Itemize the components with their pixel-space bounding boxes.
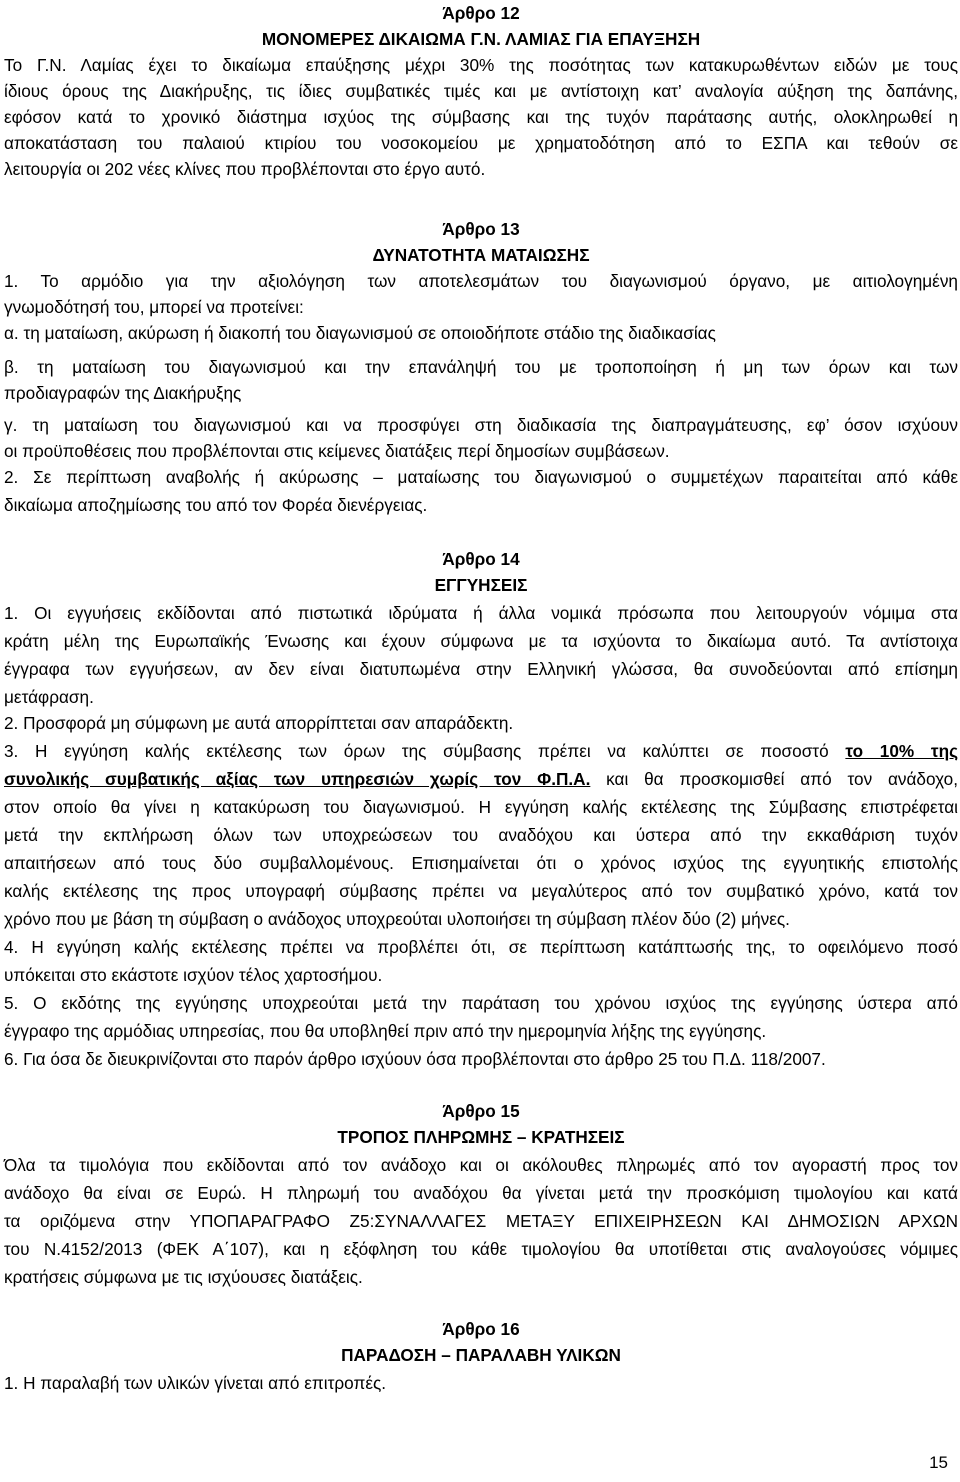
- article-14-line: κράτη μέλη της Ευρωπαϊκής Ένωσης και έχουν σύμφωνα με τα ισχύοντα το δικαίωμα αυτό. Τα αντίστοιχα: [4, 631, 958, 651]
- article-14-line: 5. Ο εκδότης της εγγύησης υποχρεούται μετά την παράταση του χρόνου ισχύος της εγγύησης ύστερα από: [4, 993, 958, 1013]
- article-13-line: προδιαγραφών της Διακήρυξης: [4, 383, 242, 403]
- article-16-heading: Άρθρο 16: [442, 1319, 520, 1339]
- article-13-line: 2. Σε περίπτωση αναβολής ή ακύρωσης – ματαίωσης του διαγωνισμού ο συμμετέχων παραιτείται από κάθε: [4, 467, 958, 487]
- article-14-line: 6. Για όσα δε διευκρινίζονται στο παρόν άρθρο ισχύουν όσα προβλέπονται στο άρθρο 25 του Π.Δ. 118/2007.: [4, 1049, 826, 1069]
- article-15-line: κρατήσεις σύμφωνα με τις ισχύουσες διατάξεις.: [4, 1267, 363, 1287]
- article-13-line: α. τη ματαίωση, ακύρωση ή διακοπή του διαγωνισμού σε οποιοδήποτε στάδιο της διαδικασίας: [4, 323, 716, 343]
- article-14-title: ΕΓΓΥΗΣΕΙΣ: [434, 575, 528, 595]
- article-14-line: μετάφραση.: [4, 687, 94, 707]
- article-14-heading: Άρθρο 14: [442, 549, 520, 569]
- article-14-line: χρόνο που με βάση τη σύμβαση ο ανάδοχος υποχρεούται υλοποιήσει τη σύμβαση πλέον δύο (2) μήνες.: [4, 909, 790, 929]
- article-14-line: καλής εκτέλεσης της προς υπογραφή σύμβασης πρέπει να μεγαλύτερος από τον συμβατικό χρόνο, κατά τον: [4, 881, 958, 901]
- article-13-line: δικαίωμα αποζημίωσης του από τον Φορέα διενέργειας.: [4, 495, 428, 515]
- article-14-paragraph-3-line-2: [4, 766, 958, 792]
- article-14-line: 4. Η εγγύηση καλής εκτέλεσης πρέπει να προβλέπει ότι, σε περίπτωση κατάπτωσής της, το οφειλόμενο ποσό: [4, 937, 958, 957]
- article-15-line: ανάδοχο θα είναι σε Ευρώ. Η πληρωμή του αναδόχου θα γίνεται μετά την προσκόμιση τιμολογίου και κατά: [4, 1183, 958, 1203]
- article-16-title: ΠΑΡΑΔΟΣΗ – ΠΑΡΑΛΑΒΗ ΥΛΙΚΩΝ: [341, 1345, 621, 1365]
- article-14-line: μετά την εκπλήρωση όλων των υποχρεώσεων του αναδόχου και ύστερα από την εκκαθάριση τυχόν: [4, 825, 958, 845]
- article-14-line: έγγραφα των εγγυήσεων, αν δεν είναι διατυπωμένα στην Ελληνική γλώσσα, θα συνοδεύονται από επίσημη: [4, 659, 958, 679]
- article-14-line: απαιτήσεων από τους δύο συμβαλλομένους. Επισημαίνεται ότι ο χρόνος ισχύος της εγγυητικής επιστολής: [4, 853, 958, 873]
- article-14-line: υπόκειται στο εκάστοτε ισχύον τέλος χαρτοσήμου.: [4, 965, 383, 985]
- page-number: 15: [929, 1453, 948, 1472]
- article-15-title: ΤΡΟΠΟΣ ΠΛΗΡΩΜΗΣ – ΚΡΑΤΗΣΕΙΣ: [337, 1127, 625, 1147]
- paragraph-3-start-text: 3. Η εγγύηση καλής εκτέλεσης των όρων της σύμβασης πρέπει να καλύπτει σε ποσοστό: [4, 741, 846, 761]
- article-14-line: έγγραφο της αρμόδιας υπηρεσίας, που θα υποβληθεί πριν από την ημερομηνία λήξης της εγγύησης.: [4, 1021, 767, 1041]
- article-12-line: αποκατάσταση του παλαιού κτιρίου του νοσοκομείου με χρηματοδότηση από το ΕΣΠΑ και τεθούν σε: [4, 133, 958, 153]
- contract-value-emphasis: συνολικής συμβατικής αξίας των υπηρεσιών χωρίς τον Φ.Π.Α.: [4, 769, 591, 789]
- article-15-line: τα οριζόμενα στην ΥΠΟΠΑΡΑΓΡΑΦΟ Ζ5:ΣΥΝΑΛΛΑΓΕΣ ΜΕΤΑΞΥ ΕΠΙΧΕΙΡΗΣΕΩΝ ΚΑΙ ΔΗΜΟΣΙΩΝ ΑΡΧΩΝ: [4, 1211, 958, 1231]
- article-15-heading: Άρθρο 15: [442, 1101, 520, 1121]
- article-14-paragraph-3-line-1: [4, 738, 958, 764]
- article-12-line: λειτουργία οι 202 νέες κλίνες που προβλέπονται στο έργο αυτό.: [4, 159, 486, 179]
- article-13-line: 1. Το αρμόδιο για την αξιολόγηση των αποτελεσμάτων του διαγωνισμού όργανο, με αιτιολογημένη: [4, 271, 958, 291]
- article-13-line: γ. τη ματαίωση του διαγωνισμού και να προσφύγει στη διαδικασία της διαπραγμάτευσης, εφ’ όσον ισχύουν: [4, 415, 958, 435]
- article-13-heading: Άρθρο 13: [442, 219, 520, 239]
- article-12-heading: Άρθρο 12: [442, 3, 520, 23]
- article-14-line: 2. Προσφορά μη σύμφωνη με αυτά απορρίπτεται σαν απαράδεκτη.: [4, 713, 514, 733]
- article-15-line: Όλα τα τιμολόγια που εκδίδονται από τον ανάδοχο και οι ακόλουθες πληρωμές από τον αγοραστή προς τον: [4, 1155, 958, 1175]
- article-12-line: Το Γ.Ν. Λαμίας έχει το δικαίωμα επαύξησης μέχρι 30% της ποσότητας των κατακυρωθέντων ειδών με τους: [4, 55, 958, 75]
- article-14-line: 1. Οι εγγυήσεις εκδίδονται από πιστωτικά ιδρύματα ή άλλα νομικά πρόσωπα που λειτουργούν νόμιμα στα: [4, 603, 958, 623]
- article-14-line: στον οποίο θα γίνει η κατακύρωση του διαγωνισμού. Η εγγύηση καλής εκτέλεσης της Σύμβασης επιστρέφεται: [4, 797, 958, 817]
- guarantee-percentage-emphasis: το 10% της: [845, 741, 959, 761]
- article-12-title: ΜΟΝΟΜΕΡΕΣ ΔΙΚΑΙΩΜΑ Γ.Ν. ΛΑΜΙΑΣ ΓΙΑ ΕΠΑΥΞΗΣΗ: [261, 29, 701, 49]
- paragraph-3-rest-text: και θα προσκομισθεί από τον ανάδοχο,: [590, 769, 958, 789]
- article-16-line: 1. Η παραλαβή των υλικών γίνεται από επιτροπές.: [4, 1373, 387, 1393]
- article-13-line: οι προϋποθέσεις που προβλέπονται στις κείμενες διατάξεις περί δημοσίων συμβάσεων.: [4, 441, 670, 461]
- article-12-line: εφόσον κατά το χρονικό διάστημα ισχύος της σύμβασης και της τυχόν παράτασης αυτής, ολοκληρωθεί η: [4, 107, 958, 127]
- article-12-line: ίδιους όρους της Διακήρυξης, τις ίδιες συμβατικές τιμές και με αντίστοιχη κατ’ αναλογία αύξηση της δαπάνης,: [4, 81, 958, 101]
- article-13-line: β. τη ματαίωση του διαγωνισμού και την επανάληψή του με τροποποίηση ή μη των όρων και των: [4, 357, 958, 377]
- article-13-line: γνωμοδότησή του, μπορεί να προτείνει:: [4, 297, 304, 317]
- article-15-line: του Ν.4152/2013 (ΦΕΚ Α΄107), και η εξόφληση του κάθε τιμολογίου θα υποτίθεται στις αναλογούσες νόμιμες: [4, 1239, 958, 1259]
- article-13-title: ΔΥΝΑΤΟΤΗΤΑ ΜΑΤΑΙΩΣΗΣ: [372, 245, 590, 265]
